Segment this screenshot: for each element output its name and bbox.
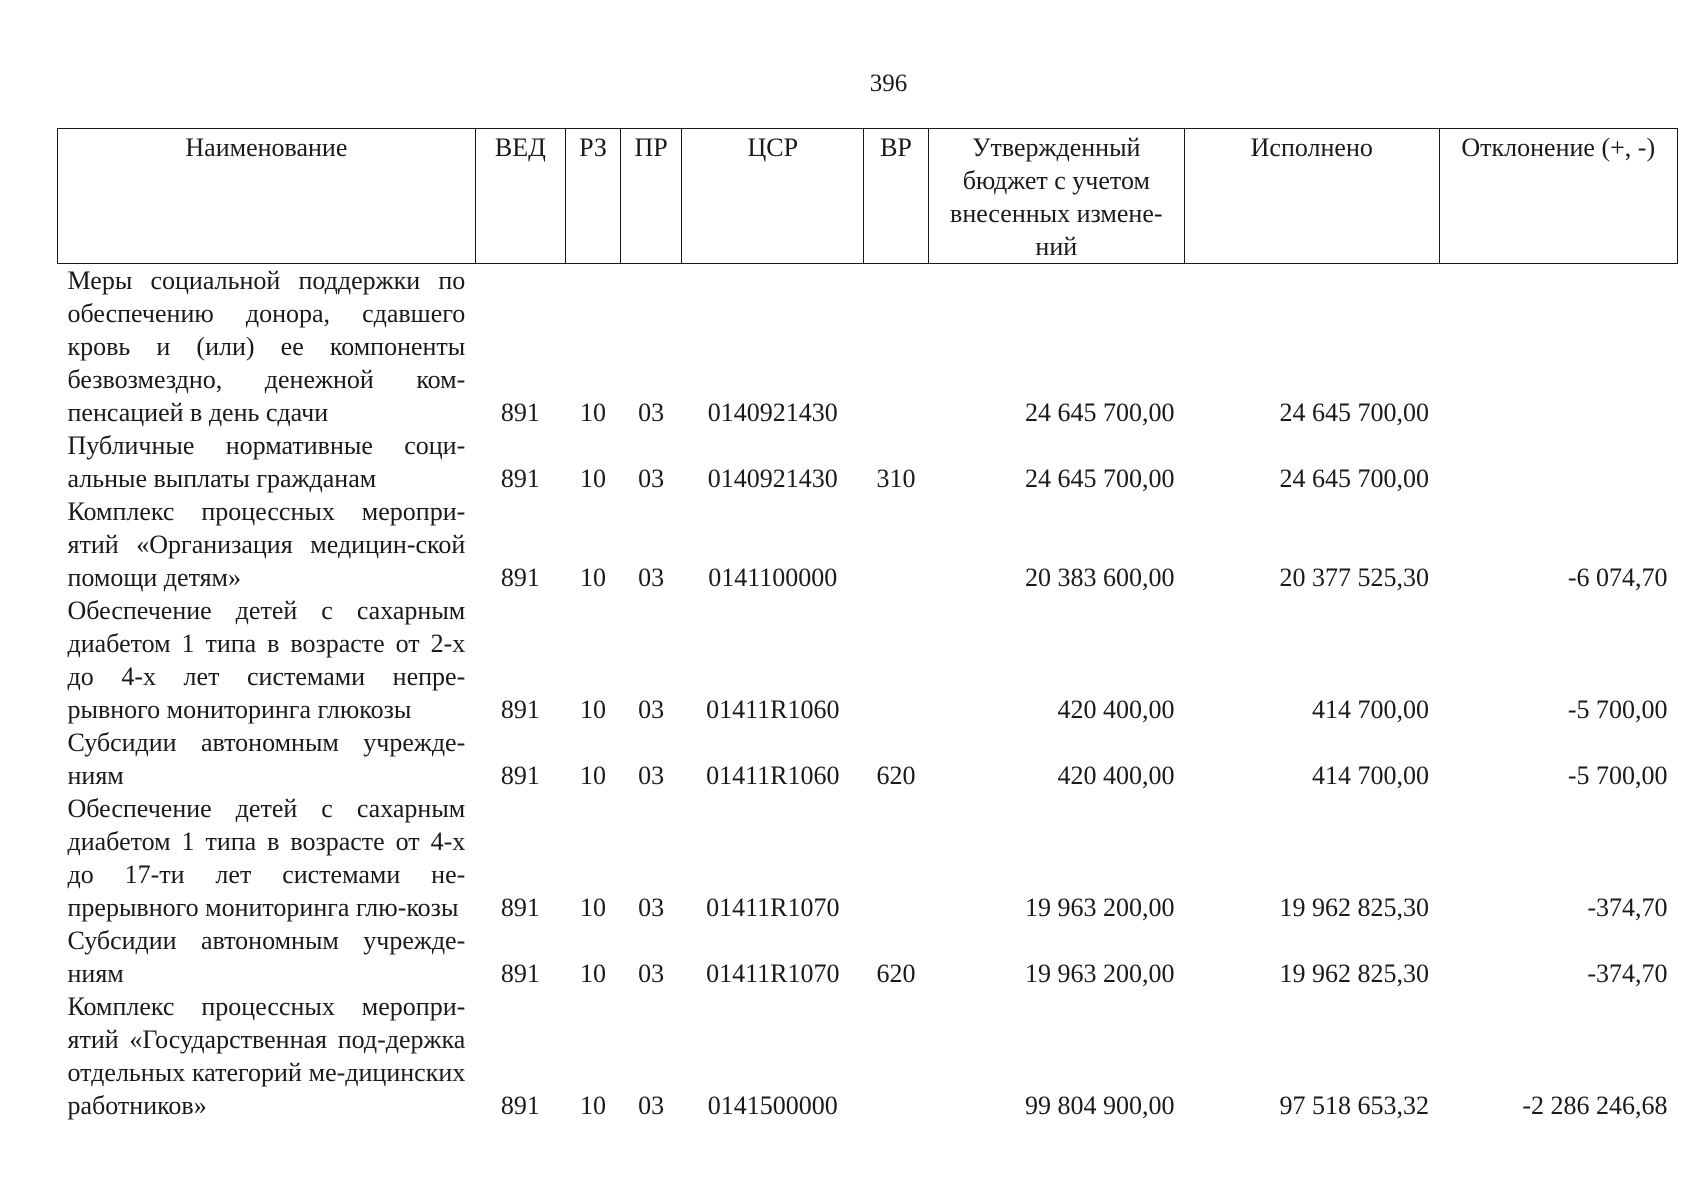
cell-executed: 19 962 825,30 (1279, 893, 1429, 922)
cell-pr: 03 (638, 893, 665, 922)
cell-pr: 03 (638, 959, 665, 988)
cell-csr: 01411R1070 (706, 959, 840, 988)
cell-deviation: -374,70 (1587, 893, 1668, 922)
cell-name: Обеспечение детей с сахарным диабетом 1 типа в возрасте от 4-х до 17-ти лет системами не-прерывного мониторинга глю-козы (67, 794, 466, 922)
cell-pr: 03 (638, 398, 665, 427)
cell-csr: 01411R1060 (706, 761, 840, 790)
cell-approved-budget: 24 645 700,00 (1025, 464, 1175, 493)
cell-vr (864, 264, 928, 430)
table-row (58, 792, 1678, 924)
cell-name: Субсидии автономным учрежде-ниям (67, 926, 466, 988)
cell-rz: 10 (579, 563, 606, 592)
cell-executed: 19 962 825,30 (1279, 959, 1429, 988)
cell-vr (864, 594, 928, 726)
cell-name: Комплекс процессных меропри-ятий «Государственная под-держка отдельных категорий ме-дицинских работников» (67, 992, 466, 1120)
cell-approved-budget: 24 645 700,00 (1025, 398, 1175, 427)
cell-ved: 891 (500, 695, 540, 724)
cell-name: Субсидии автономным учрежде-ниям (67, 728, 466, 790)
table-body (58, 264, 1678, 1123)
table-row (58, 429, 1678, 495)
cell-executed: 24 645 700,00 (1279, 464, 1429, 493)
page-number: 396 (869, 70, 908, 97)
cell-name: Публичные нормативные соци-альные выплаты гражданам (67, 431, 466, 493)
cell-name: Меры социальной поддержки по обеспечению донора, сдавшего кровь и (или) ее компоненты безвозмездно, денежной ком-пенсацией в день сдачи (67, 266, 466, 427)
header-rz: РЗ (565, 129, 620, 264)
cell-vr: 620 (876, 761, 916, 790)
cell-approved-budget: 420 400,00 (1057, 695, 1175, 724)
cell-deviation: -6 074,70 (1567, 563, 1668, 592)
cell-rz: 10 (579, 1091, 606, 1120)
cell-deviation (1439, 264, 1678, 430)
header-csr: ЦСР (682, 129, 864, 264)
cell-vr: 620 (876, 959, 916, 988)
cell-deviation (1439, 429, 1678, 495)
cell-csr: 01411R1070 (706, 893, 840, 922)
cell-ved: 891 (500, 1091, 540, 1120)
cell-csr: 0141500000 (707, 1091, 838, 1120)
cell-pr: 03 (638, 695, 665, 724)
cell-approved-budget: 19 963 200,00 (1025, 959, 1175, 988)
cell-executed: 414 700,00 (1312, 761, 1429, 790)
cell-vr: 310 (876, 464, 916, 493)
cell-approved-budget: 20 383 600,00 (1025, 563, 1175, 592)
table-header (58, 129, 1678, 264)
cell-ved: 891 (500, 959, 540, 988)
cell-ved: 891 (500, 464, 540, 493)
cell-executed: 97 518 653,32 (1279, 1091, 1429, 1120)
cell-vr (864, 792, 928, 924)
table-row (58, 990, 1678, 1122)
cell-rz: 10 (579, 464, 606, 493)
cell-name: Комплекс процессных меропри-ятий «Организация медицин-ской помощи детям» (67, 497, 466, 592)
cell-pr: 03 (638, 761, 665, 790)
cell-rz: 10 (579, 761, 606, 790)
header-name: Наименование (58, 129, 476, 264)
header-approved-budget: Утвержденный бюджет с учетом внесенных измене-ний (928, 129, 1184, 264)
cell-csr: 0140921430 (707, 464, 838, 493)
header-ved: ВЕД (475, 129, 565, 264)
cell-name: Обеспечение детей с сахарным диабетом 1 типа в возрасте от 2-х до 4-х лет системами непре-рывного мониторинга глюкозы (67, 596, 466, 724)
cell-rz: 10 (579, 959, 606, 988)
cell-csr: 01411R1060 (706, 695, 840, 724)
cell-ved: 891 (500, 398, 540, 427)
header-vr: ВР (864, 129, 928, 264)
cell-approved-budget: 99 804 900,00 (1025, 1091, 1175, 1120)
cell-deviation: -5 700,00 (1567, 761, 1668, 790)
table-row (58, 495, 1678, 594)
cell-executed: 24 645 700,00 (1279, 398, 1429, 427)
header-pr: ПР (621, 129, 682, 264)
header-deviation: Отклонение (+, -) (1439, 129, 1678, 264)
table-row (58, 264, 1678, 430)
cell-vr (864, 990, 928, 1122)
cell-rz: 10 (579, 398, 606, 427)
cell-deviation: -374,70 (1587, 959, 1668, 988)
cell-approved-budget: 19 963 200,00 (1025, 893, 1175, 922)
cell-csr: 0141100000 (708, 563, 838, 592)
cell-ved: 891 (500, 563, 540, 592)
header-row (58, 129, 1678, 264)
cell-ved: 891 (500, 893, 540, 922)
cell-deviation: -2 286 246,68 (1522, 1091, 1668, 1120)
table-row (58, 924, 1678, 990)
cell-rz: 10 (579, 893, 606, 922)
cell-rz: 10 (579, 695, 606, 724)
table-row (58, 726, 1678, 792)
budget-execution-table (57, 128, 1678, 1122)
cell-csr: 0140921430 (707, 398, 838, 427)
cell-pr: 03 (638, 1091, 665, 1120)
cell-ved: 891 (500, 761, 540, 790)
header-executed: Исполнено (1185, 129, 1439, 264)
cell-approved-budget: 420 400,00 (1057, 761, 1175, 790)
cell-pr: 03 (638, 464, 665, 493)
cell-deviation: -5 700,00 (1567, 695, 1668, 724)
cell-vr (864, 495, 928, 594)
cell-pr: 03 (638, 563, 665, 592)
cell-executed: 20 377 525,30 (1279, 563, 1429, 592)
cell-executed: 414 700,00 (1312, 695, 1429, 724)
table-row (58, 594, 1678, 726)
